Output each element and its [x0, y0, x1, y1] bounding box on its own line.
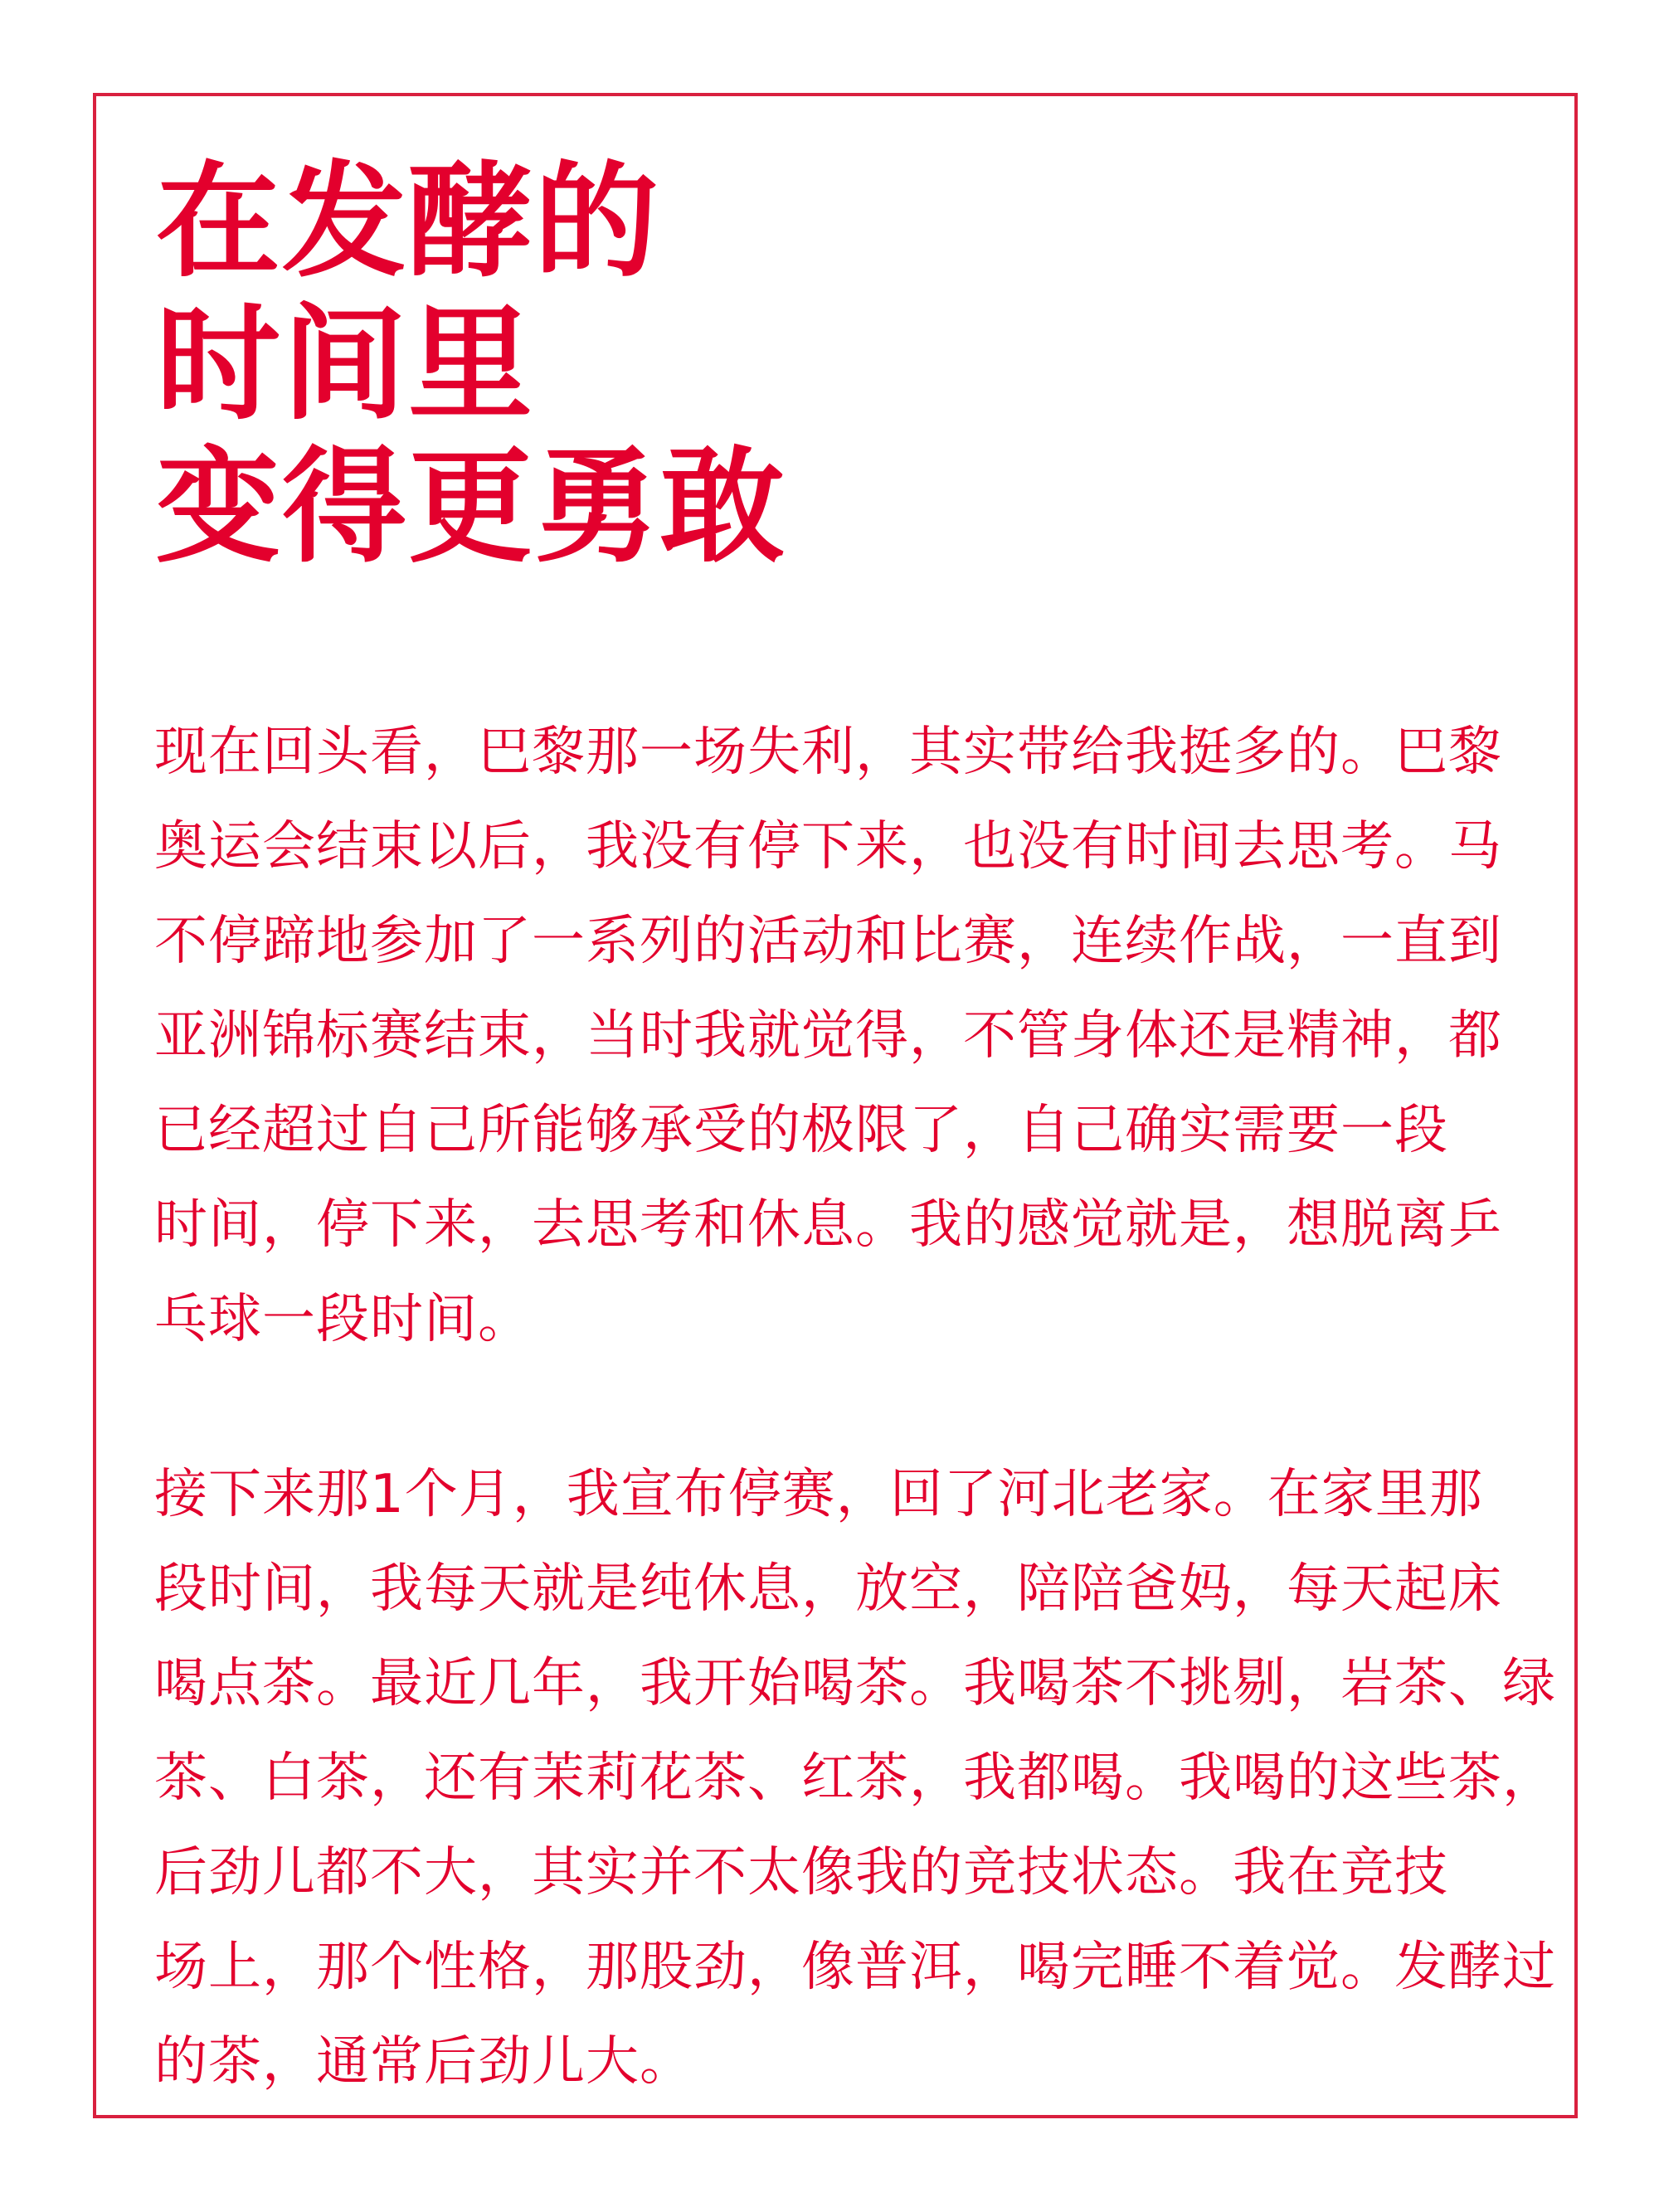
title-line-2: 时间里 [156, 293, 535, 437]
paragraph-1-line: 现在回头看，巴黎那一场失利，其实带给我挺多的。巴黎 [154, 722, 1502, 783]
title-line-1: 在发酵的 [156, 150, 661, 294]
paragraph-2-line: 段时间，我每天就是纯休息，放空，陪陪爸妈，每天起床 [154, 1558, 1502, 1620]
paragraph-1-line: 时间，停下来，去思考和休息。我的感觉就是，想脱离乒 [154, 1194, 1502, 1256]
paragraph-1-line: 亚洲锦标赛结束，当时我就觉得，不管身体还是精神，都 [154, 1005, 1502, 1067]
paragraph-2-line: 后劲儿都不大，其实并不太像我的竞技状态。我在竞技 [154, 1842, 1448, 1903]
paragraph-2-line: 喝点茶。最近几年，我开始喝茶。我喝茶不挑剔，岩茶、绿 [154, 1653, 1556, 1714]
paragraph-2-line: 的茶，通常后劲儿大。 [154, 2031, 693, 2093]
paragraph-1-line: 乓球一段时间。 [154, 1289, 532, 1350]
paragraph-2-line: 接下来那1个月，我宣布停赛，回了河北老家。在家里那 [154, 1464, 1483, 1525]
paragraph-1 [154, 705, 1515, 1367]
title-line-3: 变得更勇敢 [156, 435, 787, 580]
paragraph-1-line: 已经超过自己所能够承受的极限了，自己确实需要一段 [154, 1100, 1448, 1161]
paragraph-2-line: 场上，那个性格，那股劲，像普洱，喝完睡不着觉。发酵过 [154, 1937, 1556, 1998]
paragraph-2 [154, 1447, 1556, 2109]
paragraph-1-line: 奥运会结束以后，我没有停下来，也没有时间去思考。马 [154, 816, 1502, 878]
article-title [156, 151, 786, 579]
paragraph-2-line: 茶、白茶，还有茉莉花茶、红茶，我都喝。我喝的这些茶， [154, 1748, 1556, 1809]
paragraph-1-line: 不停蹄地参加了一系列的活动和比赛，连续作战，一直到 [154, 911, 1502, 972]
